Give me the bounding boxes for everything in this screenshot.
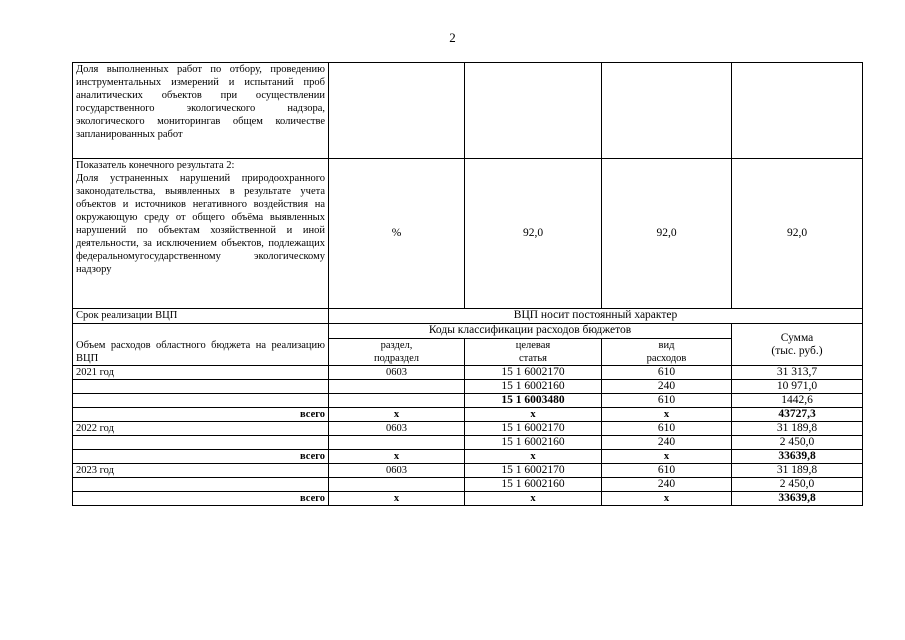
term-row [73,309,863,324]
budget-target: 15 1 6002170 [465,422,602,436]
budget-total-row [73,408,863,422]
budget-total-sum: 33639,8 [732,492,863,506]
indicator-2-value-2: 92,0 [602,159,732,309]
budget-kind: 610 [602,366,732,380]
indicator-1-value-3 [732,63,863,159]
term-value: ВЦП носит постоянный характер [329,309,863,324]
budget-kind: х [602,492,732,506]
budget-target: 15 1 6003480 [465,394,602,408]
col-kind-header-line-2: расходов [646,353,687,364]
col-sum-header [732,324,863,366]
vcp-passport-table [72,62,863,506]
budget-section: 0603 [329,422,465,436]
col-target-header-line-2: статья [519,353,547,364]
budget-label: Объем расходов областного бюджета на реализацию ВЦП [73,324,329,366]
budget-row [73,366,863,380]
budget-year [73,436,329,450]
budget-row [73,422,863,436]
indicator-1-text: Доля выполненных работ по отбору, проведению инструментальных измерений и испытаний проб аналитических объектов при осуществлении государственного экологического надзора, экологического мониторингав общем количестве запланированных работ [73,63,329,159]
budget-section [329,380,465,394]
budget-total-row [73,492,863,506]
budget-sum: 2 450,0 [732,436,863,450]
budget-target: 15 1 6002170 [465,366,602,380]
col-kind-header-line-1: вид [658,340,675,351]
budget-year: 2021 год [73,366,329,380]
budget-year [73,478,329,492]
budget-row [73,394,863,408]
budget-kind: 610 [602,422,732,436]
budget-year [73,394,329,408]
indicator-2-heading: Показатель конечного результата 2: [76,160,235,171]
budget-kind: 240 [602,380,732,394]
budget-target: х [465,408,602,422]
indicator-1-value-1 [465,63,602,159]
indicator-2-value-1: 92,0 [465,159,602,309]
col-target-header [465,339,602,366]
budget-section [329,436,465,450]
col-section-header-line-2: подраздел [373,353,420,364]
budget-kind: 610 [602,464,732,478]
indicator-2-unit: % [329,159,465,309]
budget-kind: х [602,408,732,422]
indicator-1-row [73,63,863,159]
budget-total-label: всего [73,492,329,506]
budget-kind: х [602,450,732,464]
budget-total-row [73,450,863,464]
budget-sum: 31 189,8 [732,464,863,478]
indicator-1-value-2 [602,63,732,159]
budget-kind: 610 [602,394,732,408]
budget-section [329,394,465,408]
budget-total-sum: 33639,8 [732,450,863,464]
budget-section [329,478,465,492]
budget-target: 15 1 6002160 [465,436,602,450]
budget-section: 0603 [329,464,465,478]
codes-header-row [73,324,863,339]
page-number: 2 [449,30,456,45]
budget-target: 15 1 6002170 [465,464,602,478]
term-label: Срок реализации ВЦП [73,309,329,324]
budget-target: 15 1 6002160 [465,380,602,394]
indicator-1-unit [329,63,465,159]
budget-kind: 240 [602,436,732,450]
indicator-2-description [73,159,329,309]
budget-target: х [465,450,602,464]
indicator-2-row [73,159,863,309]
budget-total-sum: 43727,3 [732,408,863,422]
indicator-2-text: Доля устраненных нарушений природоохранного законодательства, выявленных в результате учета объектов и источников негативного воздействия на окружающую среду от общего объёма выявленных нарушений по объектам хозяйственной и иной деятельности, за исключением объектов, подлежащих федеральномугосударственному экологическому надзору [76,173,325,275]
budget-kind: 240 [602,478,732,492]
budget-sum: 31 189,8 [732,422,863,436]
budget-total-label: всего [73,450,329,464]
budget-year: 2022 год [73,422,329,436]
budget-section: 0603 [329,366,465,380]
col-kind-header [602,339,732,366]
col-sum-header-line-2: (тыс. руб.) [771,344,823,357]
budget-year [73,380,329,394]
budget-section: х [329,492,465,506]
col-target-header-line-1: целевая [515,340,551,351]
budget-sum: 31 313,7 [732,366,863,380]
budget-row [73,478,863,492]
budget-section: х [329,408,465,422]
budget-sum: 10 971,0 [732,380,863,394]
budget-row [73,380,863,394]
budget-row [73,436,863,450]
budget-row [73,464,863,478]
indicator-2-value-3: 92,0 [732,159,863,309]
codes-header: Коды классификации расходов бюджетов [329,324,732,339]
col-section-header [329,339,465,366]
col-sum-header-line-1: Сумма [780,331,814,344]
col-section-header-line-1: раздел, [380,340,413,351]
budget-sum: 1442,6 [732,394,863,408]
budget-target: х [465,492,602,506]
budget-sum: 2 450,0 [732,478,863,492]
budget-target: 15 1 6002160 [465,478,602,492]
budget-total-label: всего [73,408,329,422]
budget-section: х [329,450,465,464]
budget-year: 2023 год [73,464,329,478]
